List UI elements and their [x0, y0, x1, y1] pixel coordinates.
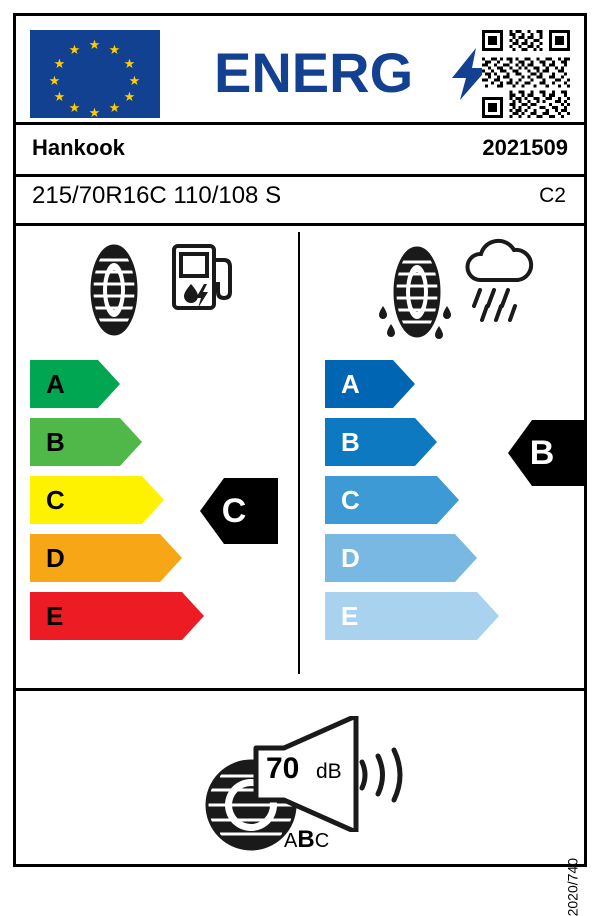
- grade-row: [30, 360, 210, 408]
- brand-row: [16, 125, 584, 173]
- grade-letter: D: [341, 543, 360, 573]
- grade-letter: C: [46, 485, 65, 515]
- brand-name: Hankook: [32, 135, 125, 160]
- noise-unit: dB: [316, 760, 342, 783]
- tyre-class: C2: [539, 184, 566, 207]
- grade-row: [325, 476, 505, 524]
- sound-waves-icon: [356, 740, 416, 810]
- grade-row: [30, 534, 210, 582]
- rain-cloud-icon: [462, 238, 534, 324]
- grade-row: [325, 418, 505, 466]
- noise-class-b: B: [297, 826, 315, 853]
- wet-result-badge: [508, 420, 586, 486]
- noise-section: [16, 700, 584, 860]
- grade-letter: E: [46, 601, 64, 631]
- divider-vertical: [298, 232, 300, 674]
- grade-arrow-a: [30, 360, 120, 408]
- noise-class-a: A: [284, 830, 298, 852]
- grade-letter: B: [341, 427, 360, 457]
- grade-letter: C: [341, 485, 360, 515]
- grade-letter: D: [46, 543, 65, 573]
- grade-row: [30, 476, 210, 524]
- tyre-size: 215/70R16C 110/108 S: [32, 182, 282, 209]
- grade-letter: B: [46, 427, 65, 457]
- noise-class-c: C: [314, 830, 330, 852]
- noise-value: 70: [266, 752, 300, 785]
- wet-grip-grade-scale: [325, 360, 505, 650]
- fuel-pump-icon: [170, 240, 236, 312]
- product-code: 2021509: [482, 135, 568, 160]
- grade-row: [30, 418, 210, 466]
- fuel-grade-scale: [30, 360, 210, 650]
- eu-flag-icon: ★ ★ ★ ★ ★ ★ ★ ★ ★ ★ ★ ★: [30, 30, 160, 118]
- regulation-reference: 2020/740: [564, 858, 580, 916]
- tyre-icon: [80, 240, 180, 340]
- grade-letter: E: [341, 601, 359, 631]
- page-title: ENERG: [214, 41, 414, 104]
- divider-brand: [16, 174, 584, 177]
- size-row: [16, 178, 584, 222]
- label-header: [16, 16, 584, 120]
- qr-code-icon: [482, 30, 570, 118]
- grade-arrow-a: [325, 360, 415, 408]
- fuel-result-letter: C: [221, 492, 247, 530]
- grade-row: [325, 592, 505, 640]
- noise-class-scale: [284, 826, 329, 854]
- grade-row: [30, 592, 210, 640]
- fuel-result-badge: [200, 478, 278, 544]
- divider-noise: [16, 688, 584, 691]
- divider-size: [16, 223, 584, 226]
- grade-row: [325, 360, 505, 408]
- grade-letter: A: [46, 369, 65, 399]
- grade-row: [325, 534, 505, 582]
- wet-result-letter: B: [529, 434, 555, 472]
- grade-letter: A: [341, 369, 360, 399]
